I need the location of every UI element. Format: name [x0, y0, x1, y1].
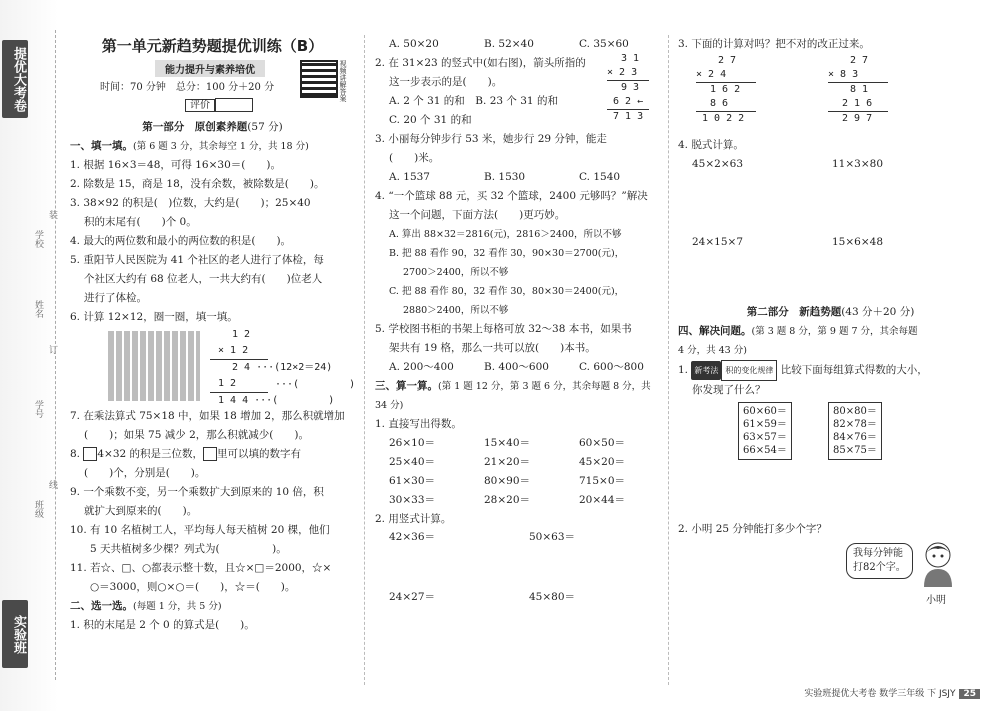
oral-item: 45×20＝ — [579, 456, 626, 468]
sec1-note: (第 6 题 3 分，其余每空 1 分，共 18 分) — [133, 141, 309, 152]
oral-item: 61×30＝ — [389, 475, 436, 487]
sec2-title: 二、选一选。 — [70, 600, 133, 612]
q3-line1: 3. 小丽每分钟步行 53 米，她步行 29 分钟，能走 — [375, 133, 607, 145]
check-calc-a — [696, 54, 756, 126]
series-tab: 提优大考卷 — [2, 40, 28, 118]
q5-line3: 进行了体检。 — [84, 292, 147, 304]
option-b: B. 52×40 — [484, 38, 534, 50]
s1: 1. 积的末尾是 2 个 0 的算式是( )。 — [70, 619, 255, 631]
option-a: A. 200～400 — [389, 361, 454, 373]
q7-line2: ( )；如果 75 减少 2，那么积就减少( )。 — [84, 429, 309, 441]
oral-grid — [375, 434, 660, 510]
qr-code-icon — [300, 60, 338, 98]
calc-note2: ···( ) — [275, 379, 356, 390]
q5-line2: 架共有 19 格，那么一共可以放( )本书。 — [389, 342, 596, 354]
q2-line4: C. 20 个 31 的和 — [389, 114, 472, 126]
calc-row: 2 7 — [718, 55, 737, 66]
eval-label: 评价 — [185, 99, 215, 112]
boy-icon — [918, 539, 958, 589]
column-divider — [364, 35, 365, 685]
mark-2: 订 — [47, 345, 57, 354]
eq-item: 63×57＝ — [743, 432, 787, 443]
vert-row: 9 3 — [621, 82, 640, 93]
eq-item: 61×59＝ — [743, 419, 787, 430]
column-1 — [70, 35, 355, 635]
calc-row: 1 6 2 — [710, 84, 741, 95]
vertical-item: 45×80＝ — [529, 591, 576, 603]
p2: 2. 小明 25 分钟能打多少个字？ — [678, 523, 827, 535]
binding-sidebar — [0, 0, 58, 711]
part1-title: 第一部分 原创素养题 — [142, 121, 248, 133]
bubble-line: 我每分钟能 — [853, 548, 903, 559]
q7-line1: 7. 在乘法算式 75×18 中，如果 18 增加 2，那么积就增加 — [70, 410, 345, 422]
sec4-title: 四、解决问题。 — [678, 325, 752, 337]
q2-line3: A. 2 个 31 的和 B. 23 个 31 的和 — [389, 95, 558, 107]
q8-text2: 里可以填的数字有 — [217, 448, 302, 460]
q9-line2: 就扩大到原来的( )。 — [84, 505, 198, 517]
q4-line2: 这一个问题，下面方法( )更巧妙。 — [389, 209, 566, 221]
q10-line2: 5 天共植树多少棵？列式为( )。 — [90, 543, 287, 555]
speech-bubble — [846, 543, 913, 579]
footer — [804, 686, 980, 699]
q3-line1: 3. 38×92 的积是( )位数，大约是( )；25×40 — [70, 197, 311, 209]
q4-option-c2: 2880＞2400，所以不够 — [403, 305, 509, 316]
part2-score: (43 分＋20 分) — [841, 306, 915, 318]
subtitle: 能力提升与素养培优 — [155, 60, 265, 77]
q1: 1. 根据 16×3＝48，可得 16×30＝( )。 — [70, 159, 281, 171]
q11-line1: 11. 若☆、□、○都表示整十数，且☆×□＝2000，☆× — [70, 562, 332, 574]
option-b: B. 400～600 — [484, 361, 549, 373]
oral-item: 28×20＝ — [484, 494, 531, 506]
mark-3: 线 — [47, 480, 57, 489]
eq-item: 82×78＝ — [833, 419, 877, 430]
oral-item: 25×40＝ — [389, 456, 436, 468]
q4-option-b2: 2700＞2400，所以不够 — [403, 267, 509, 278]
calc2-title: 2. 用竖式计算。 — [375, 513, 452, 525]
column-3: 3. 下面的计算对吗？把不对的改正过来。 2 7 × 2 4 1 6 2 8 6 1 0 2 2 2 7 × 8 3 8 1 2 1 6 2 9 7 4. 脱式计算。 45×2×63 11×3×80 24×15×7 15×6×48 第二部分 新趋势题(43 分＋20 分) 四、解决问题。(第 3 题 8 分，第 9 题 7 分，其余每题 4 分，共 43 分) 1. 新考法 积的变化规律 比较下面每组算式得数的大小， 你发现了什么？ 60×60＝ 61×59＝ 63×57＝ 66×54＝ 80×80＝ 82×78＝ 84×76＝ 85×75＝ 2. 小明 25 分钟能打多少个字？ 我每分钟能 打82个字。 小明 — [678, 35, 983, 609]
q2: 2. 除数是 15，商是 18，没有余数，被除数是( )。 — [70, 178, 325, 190]
option-c: C. 600～800 — [579, 361, 644, 373]
q10-line1: 10. 有 10 名植树工人，平均每人每天植树 20 棵，他们 — [70, 524, 330, 536]
q11-line2: ○＝3000，则○×○＝( )，☆＝( )。 — [90, 581, 296, 593]
calc-row: 1 2 — [210, 376, 268, 393]
footer-text: 实验班提优大考卷 数学三年级 下 JSJY — [804, 689, 956, 699]
eq-item: 84×76＝ — [833, 432, 877, 443]
series-tab-bottom: 实验班 — [2, 600, 28, 668]
dx-item: 45×2×63 — [692, 158, 743, 170]
q9-line1: 9. 一个乘数不变，另一个乘数扩大到原来的 10 倍，积 — [70, 486, 324, 498]
q3-line2: ( )米。 — [389, 152, 440, 164]
vert-row: 6 2 — [613, 96, 632, 107]
eq-group-left — [738, 402, 792, 460]
calc-12x12 — [210, 327, 334, 409]
q3-title: 3. 下面的计算对吗？把不对的改正过来。 — [678, 38, 870, 50]
eq-item: 85×75＝ — [833, 445, 877, 456]
boy-name: 小明 — [926, 595, 946, 606]
part2-title: 第二部分 新趋势题 — [746, 306, 842, 318]
calc1-title: 1. 直接写出得数。 — [375, 418, 462, 430]
qr-label: 视频讲解答案 — [339, 60, 347, 102]
sec4-note: (第 3 题 8 分，第 9 题 7 分，其余每题 — [751, 326, 918, 337]
sec1-title: 一、填一填。 — [70, 140, 133, 152]
option-b: B. 1530 — [484, 171, 526, 183]
page-number: 25 — [959, 689, 980, 699]
eq-group-right — [828, 402, 882, 460]
calc-row: × 2 4 — [696, 68, 756, 83]
dx-item: 11×3×80 — [832, 158, 883, 170]
oral-item: 60×50＝ — [579, 437, 626, 449]
vert-row: 7 1 3 — [613, 111, 644, 122]
q4-option-b1: B. 把 88 看作 90，32 看作 30，90×30＝2700(元)， — [389, 248, 625, 259]
oral-item: 715×0＝ — [579, 475, 626, 487]
calc-row: 2 7 — [850, 55, 869, 66]
column-2 — [375, 35, 660, 604]
option-c: C. 35×60 — [579, 38, 629, 50]
calc-row: 1 2 — [232, 329, 251, 340]
check-calc-b — [828, 54, 888, 126]
heart-grid — [108, 331, 200, 401]
option-a: A. 1537 — [389, 171, 430, 183]
calc-row: 2 1 6 — [828, 97, 888, 112]
arrow-icon: ← — [637, 96, 644, 107]
q4: 4. 最大的两位数和最小的两位数的积是( )。 — [70, 235, 292, 247]
q4-option-a: A. 算出 88×32＝2816(元)，2816＞2400，所以不够 — [389, 229, 622, 240]
sec3-note2: 34 分) — [375, 400, 404, 411]
dx-item: 24×15×7 — [692, 236, 743, 248]
calc-row: 2 4 ···(12×2＝24) — [232, 362, 333, 373]
option-a: A. 50×20 — [389, 38, 439, 50]
label-name: 姓名 — [33, 300, 43, 318]
dx-item: 15×6×48 — [832, 236, 883, 248]
q5-line2: 个社区大约有 68 位老人，一共大约有( )位老人 — [84, 273, 323, 285]
calc-row: 2 9 7 — [842, 113, 873, 124]
calc-row: 8 6 — [696, 97, 756, 112]
q8-text: 4×32 的积是三位数， — [97, 448, 204, 460]
oral-item: 15×40＝ — [484, 437, 531, 449]
label-class: 班级 — [33, 500, 43, 518]
badge-new: 新考法 — [691, 361, 721, 380]
q2-line1: 2. 在 31×23 的竖式中(如右图)，箭头所指的 — [375, 57, 586, 69]
oral-item: 26×10＝ — [389, 437, 436, 449]
calc-row: × 8 3 — [828, 68, 888, 83]
calc-row: 8 1 — [850, 84, 869, 95]
q8-line1: 8. 4×32 的积是三位数， 里可以填的数字有 — [70, 448, 302, 460]
page-title: 第一单元新趋势题提优训练（B） — [101, 37, 324, 55]
oral-item: 30×33＝ — [389, 494, 436, 506]
oral-item: 80×90＝ — [484, 475, 531, 487]
sec3-title: 三、算一算。 — [375, 380, 438, 392]
q4-line1: 4. “一个篮球 88 元，买 32 个篮球，2400 元够吗？”解决 — [375, 190, 648, 202]
sec4-note2: 4 分，共 43 分) — [678, 345, 747, 356]
q5-line1: 5. 重阳节人民医院为 41 个社区的老人进行了体检，每 — [70, 254, 324, 266]
mark-1: 装 — [47, 210, 57, 219]
label-id: 学号 — [33, 400, 43, 418]
calc-row: × 1 2 — [210, 343, 268, 360]
bubble-line: 打82个字。 — [853, 562, 906, 573]
label-school: 学校 — [33, 230, 43, 248]
vertical-calc — [607, 52, 649, 124]
cut-line — [55, 30, 56, 680]
time-score: 时间：70 分钟 总分：100 分＋20 分 — [100, 82, 275, 93]
sec3-note: (第 1 题 12 分，第 3 题 6 分，其余每题 8 分，共 — [438, 381, 651, 392]
q3-line2: 积的末尾有( )个 0。 — [84, 216, 197, 228]
badge-topic: 积的变化规律 — [721, 360, 777, 381]
eq-item: 66×54＝ — [743, 445, 787, 456]
p1-line2: 你发现了什么？ — [692, 384, 766, 396]
q2-line2: 这一步表示的是( )。 — [389, 76, 503, 88]
vertical-item: 24×27＝ — [389, 591, 436, 603]
q5-line1: 5. 学校图书柜的书架上每格可放 32～38 本书，如果书 — [375, 323, 632, 335]
q6: 6. 计算 12×12，圈一圈，填一填。 — [70, 311, 238, 323]
blank-box[interactable] — [83, 447, 97, 461]
part1-score: (57 分) — [247, 121, 283, 133]
vert-row: 3 1 — [621, 53, 640, 64]
eq-item: 80×80＝ — [833, 406, 877, 417]
calc-row: 1 4 4 ···( ) — [218, 395, 335, 406]
calc-row: 1 0 2 2 — [702, 113, 745, 124]
blank-box[interactable] — [203, 447, 217, 461]
vert-row: × 2 3 — [607, 66, 649, 81]
q4-title: 4. 脱式计算。 — [678, 139, 744, 151]
vertical-item: 42×36＝ — [389, 531, 436, 543]
sec2-note: (每题 1 分，共 5 分) — [133, 601, 222, 612]
eq-item: 60×60＝ — [743, 406, 787, 417]
oral-item: 20×44＝ — [579, 494, 626, 506]
option-c: C. 1540 — [579, 171, 621, 183]
q4-option-c1: C. 把 88 看作 80，32 看作 30，80×30＝2400(元)， — [389, 286, 625, 297]
oral-item: 21×20＝ — [484, 456, 531, 468]
vertical-item: 50×63＝ — [529, 531, 576, 543]
q8-line2: ( )个，分别是( )。 — [84, 467, 206, 479]
p1-line1: 比较下面每组算式得数的大小， — [780, 364, 928, 376]
